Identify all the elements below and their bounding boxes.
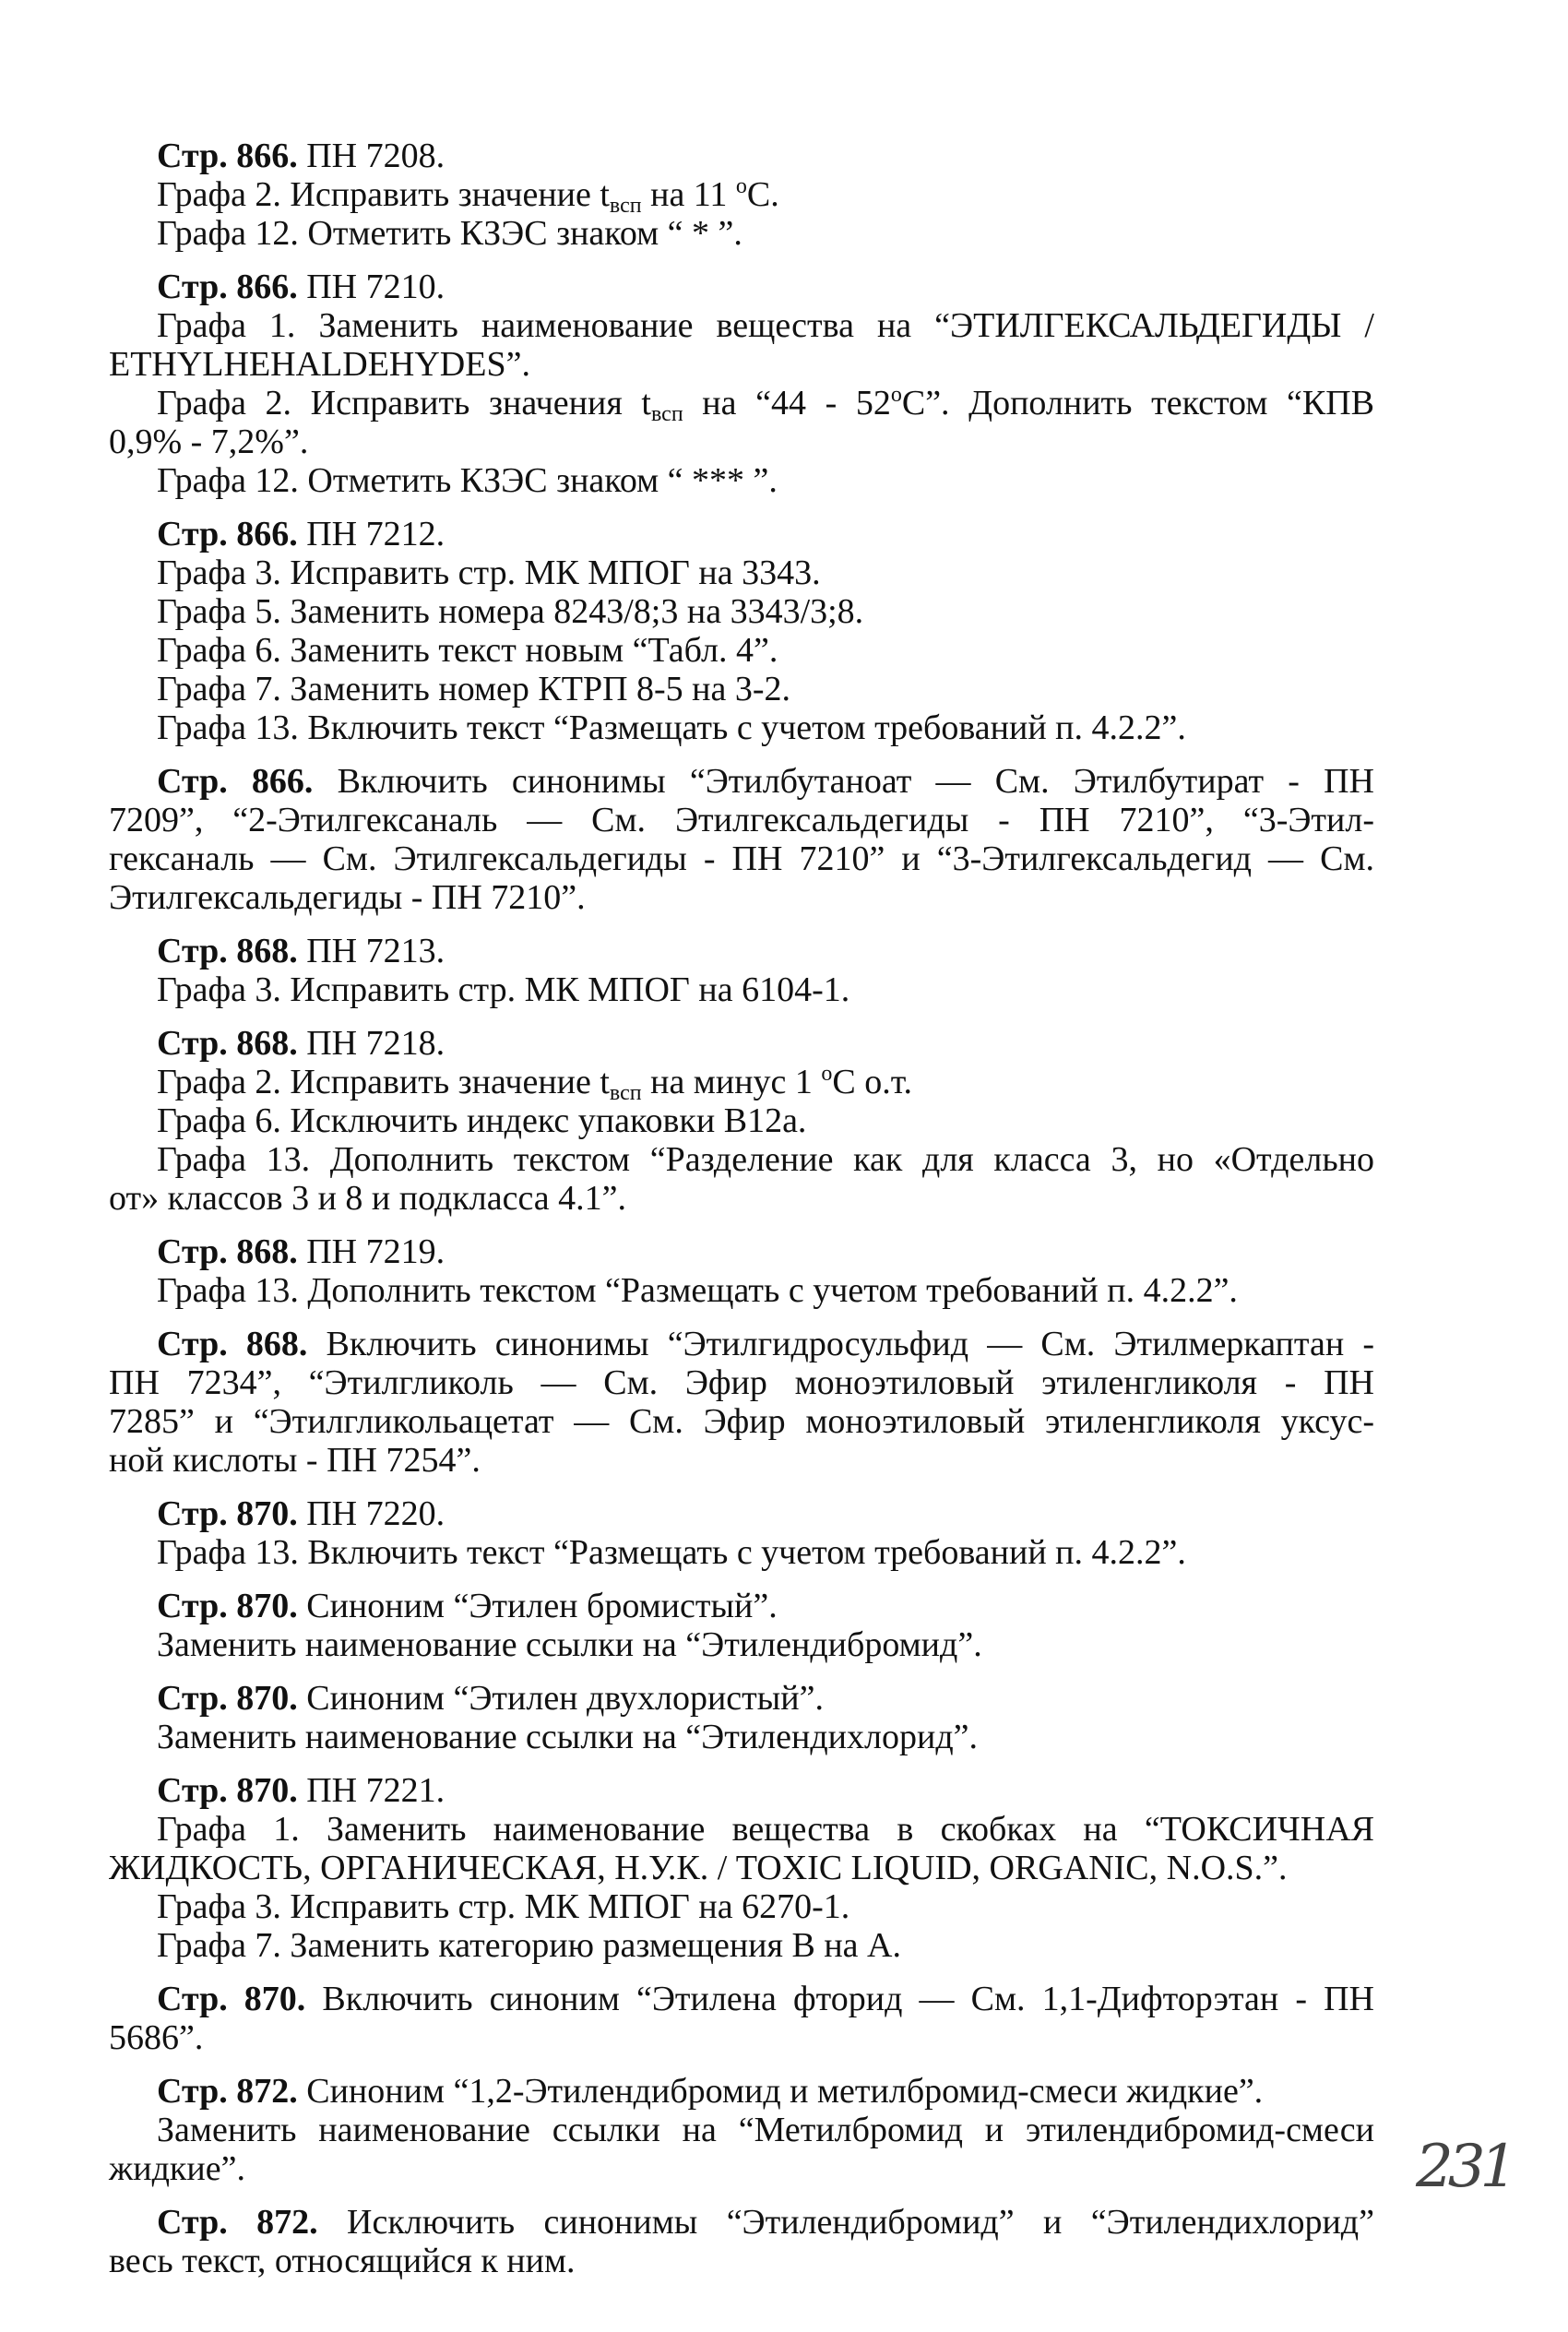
entry-line: Графа 5. Заменить номера 8243/8;3 на 3343/3;8. [157,592,864,631]
entry-line: Заменить наименование ссылки на “Этилендихлорид”. [157,1718,979,1756]
entry-subject: ПН 7210. [306,268,445,306]
page-ref: Стр. 868. [157,932,298,970]
text-run: С о.т. [832,1063,913,1101]
entry-subject: Синоним “Этилен бромистый”. [306,1587,778,1625]
text-run: на 11 [641,175,736,214]
entry-heading [109,1980,1374,2018]
page-ref: Стр. 870. [157,1771,298,1810]
entry-subject: Включить синоним “Этилена фторид — См. 1,1-Дифторэтан - ПН [322,1980,1374,2018]
entry-block [109,1587,1374,1664]
page-ref: Стр. 870. [157,1980,306,2018]
entry-subject: Синоним “1,2-Этилендибромид и метилбромид-смеси жидкие”. [306,2072,1264,2111]
page-ref: Стр. 870. [157,1587,298,1625]
entry-subject: ПН 7219. [306,1232,445,1271]
entry-line: жидкие”. [109,2149,245,2188]
page-ref: Стр. 872. [157,2072,298,2111]
entry-heading [109,1232,1374,1271]
entry-subject: ПН 7208. [306,137,445,175]
entry-line: Графа 3. Исправить стр. МК МПОГ на 6104-1. [157,970,850,1009]
entry-heading [109,1325,1374,1363]
document-body [109,137,1374,2295]
entry-block [109,1325,1374,1480]
page-ref: Стр. 870. [157,1679,298,1718]
entry-line: весь текст, относящийся к ним. [109,2242,576,2280]
entry-block [109,1494,1374,1572]
page-ref: Стр. 866. [157,762,314,801]
entry-subject: ПН 7213. [306,932,445,970]
entry-heading [109,1494,1374,1533]
entry-line: Этилгексальдегиды - ПН 7210”. [109,878,586,917]
entry-heading [109,1679,1374,1718]
entry-subject: Исключить синонимы “Этилендибромид” и “Этилендихлорид” [347,2203,1374,2242]
entry-line [109,383,1374,426]
text-run: на “44 - 52 [683,384,891,422]
entry-heading [109,1771,1374,1810]
entry-line: Графа 1. Заменить наименование вещества в скобках на “ТОКСИЧНАЯ [157,1810,1374,1849]
superscript: о [821,1062,833,1086]
entry-line [109,1062,1374,1105]
page-ref: Стр. 868. [157,1024,298,1063]
text-run: на минус 1 [641,1063,822,1101]
entry-heading [109,1024,1374,1063]
entry-line: ЖИДКОСТЬ, ОРГАНИЧЕСКАЯ, Н.У.К. / TOXIC LIQUID, ORGANIC, N.O.S.”. [109,1849,1288,1887]
text-run: Графа 2. Исправить значение t [157,175,610,214]
entry-heading [109,2072,1374,2111]
entry-block [109,2203,1374,2280]
text-run: С”. Дополнить текстом “КПВ [901,384,1374,422]
entry-subject: Включить синонимы “Этилбутаноат — См. Этилбутират - ПН [337,762,1374,801]
entry-subject: Включить синонимы “Этилгидросульфид — См. Этилмеркаптан - [326,1325,1374,1363]
text-run: С. [746,175,779,214]
entry-subject: ПН 7220. [306,1494,445,1533]
entry-block [109,932,1374,1009]
entry-block [109,1771,1374,1965]
superscript: о [735,174,747,198]
page-ref: Стр. 868. [157,1325,308,1363]
entry-heading [109,762,1374,801]
entry-line: Графа 12. Отметить КЗЭС знаком “ * ”. [157,214,742,253]
entry-line: Заменить наименование ссылки на “Этилендибромид”. [157,1625,982,1664]
entry-block [109,1232,1374,1310]
entry-line: Графа 3. Исправить стр. МК МПОГ на 3343. [157,553,821,592]
page-ref: Стр. 872. [157,2203,318,2242]
entry-line: 5686”. [109,2018,204,2057]
entry-line [109,174,1374,218]
entry-line: ПН 7234”, “Этилгликоль — См. Эфир моноэтиловый этиленгликоля - ПН [109,1363,1374,1402]
entry-line: 7285” и “Этилгликольацетат — См. Эфир моноэтиловый этиленгликоля уксус- [109,1402,1374,1441]
entry-block [109,137,1374,253]
entry-line: 7209”, “2-Этилгексаналь — См. Этилгексальдегиды - ПН 7210”, “3-Этил- [109,801,1374,839]
entry-line: Графа 1. Заменить наименование вещества на “ЭТИЛГЕКСАЛЬДЕГИДЫ / [157,306,1374,345]
entry-heading [109,1587,1374,1625]
entry-line: Графа 7. Заменить номер КТРП 8-5 на 3-2. [157,670,791,708]
entry-block [109,1980,1374,2057]
page-ref: Стр. 868. [157,1232,298,1271]
entry-heading [109,268,1374,306]
entry-block [109,762,1374,917]
entry-line: Графа 6. Исключить индекс упаковки В12а. [157,1101,807,1140]
subscript: всп [609,1081,642,1105]
entry-line: 0,9% - 7,2%”. [109,422,309,461]
entry-line: от» классов 3 и 8 и подкласса 4.1”. [109,1179,627,1218]
entry-heading [109,515,1374,553]
superscript: о [890,383,902,407]
page-ref: Стр. 866. [157,268,298,306]
entry-subject: Синоним “Этилен двухлористый”. [306,1679,824,1718]
entry-line: Графа 13. Включить текст “Размещать с учетом требований п. 4.2.2”. [157,1533,1186,1572]
text-run: Графа 2. Исправить значение t [157,1063,610,1101]
entry-block [109,2072,1374,2188]
page-ref: Стр. 870. [157,1494,298,1533]
page-ref: Стр. 866. [157,515,298,553]
entry-block [109,268,1374,500]
entry-heading [109,932,1374,970]
text-run: Графа 2. Исправить значения t [157,384,651,422]
handwritten-page-number: 231 [1416,2133,1513,2201]
entry-line: Графа 3. Исправить стр. МК МПОГ на 6270-1. [157,1887,850,1926]
entry-block [109,1024,1374,1218]
entry-line: Графа 13. Включить текст “Размещать с учетом требований п. 4.2.2”. [157,708,1186,747]
entry-line: ной кислоты - ПН 7254”. [109,1441,481,1480]
entry-line: Графа 13. Дополнить текстом “Разделение как для класса 3, но «Отдельно [157,1140,1374,1179]
entry-block [109,515,1374,747]
entry-line: ETHYLHEHALDEHYDES”. [109,345,530,384]
entry-line: Заменить наименование ссылки на “Метилбромид и этилендибромид-смеси [157,2111,1374,2149]
entry-line: Графа 7. Заменить категорию размещения В на А. [157,1926,901,1965]
entry-line: Графа 12. Отметить КЗЭС знаком “ *** ”. [157,461,778,500]
page-ref: Стр. 866. [157,137,298,175]
subscript: всп [650,402,683,426]
entry-line: гексаналь — См. Этилгексальдегиды - ПН 7210” и “3-Этилгексальдегид — См. [109,839,1374,878]
entry-line: Графа 13. Дополнить текстом “Размещать с учетом требований п. 4.2.2”. [157,1271,1238,1310]
entry-line: Графа 6. Заменить текст новым “Табл. 4”. [157,631,778,670]
entry-heading [109,137,1374,175]
entry-subject: ПН 7218. [306,1024,445,1063]
entry-block [109,1679,1374,1756]
entry-subject: ПН 7212. [306,515,445,553]
entry-subject: ПН 7221. [306,1771,445,1810]
subscript: всп [609,194,642,218]
entry-heading [109,2203,1374,2242]
